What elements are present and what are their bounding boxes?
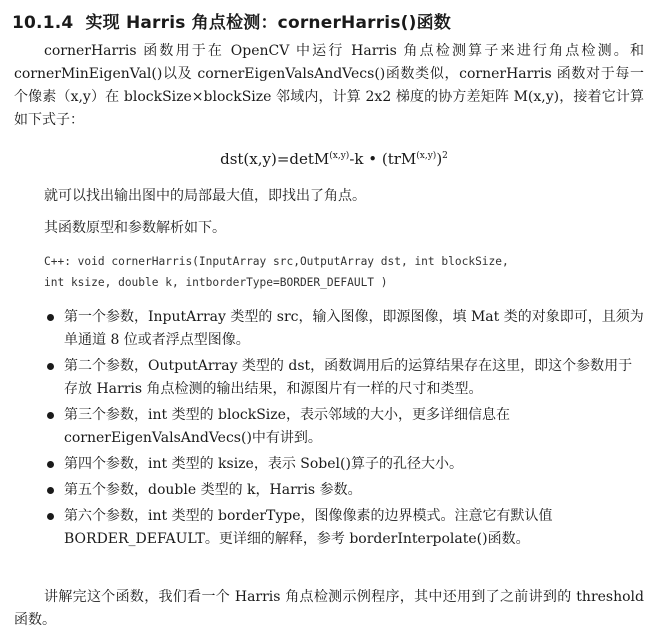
parameter-item <box>44 479 644 502</box>
bullet-icon <box>47 461 54 468</box>
intro-paragraph: cornerHarris 函数用于在 OpenCV 中运行 Harris 角点检测算子来进行角点检测。和 cornerMinEigenVal()以及 cornerEigenValsAndVecs()函数类似，cornerHarris 函数对于每一个像素（x,y）在 blockSize×blockSize 邻域内，计算 2x2 梯度的协方差矩阵 M(x,y)，接着它计算如下式子： <box>14 43 644 128</box>
bullet-icon <box>47 314 54 321</box>
parameter-text: 第五个参数，double 类型的 k，Harris 参数。 <box>64 482 362 498</box>
formula-rhs: ) <box>436 150 443 168</box>
closing-paragraph: 讲解完这个函数，我们看一个 Harris 角点检测示例程序，其中还用到了之前讲到的 threshold 函数。 <box>14 589 644 628</box>
parameter-item <box>44 355 644 401</box>
parameter-item <box>44 505 644 551</box>
harris-formula <box>0 150 668 168</box>
bullet-icon <box>47 363 54 370</box>
parameter-item <box>44 306 644 352</box>
bullet-icon <box>47 412 54 419</box>
parameter-text: 第六个参数，int 类型的 borderType，图像像素的边界模式。注意它有默认值 BORDER_DEFAULT。更详细的解释，参考 borderInterpolate()函数。 <box>64 508 553 547</box>
formula-lhs: dst(x,y)=detM <box>220 150 330 168</box>
after-formula-text: 就可以找出输出图中的局部最大值，即找出了角点。 <box>44 188 366 204</box>
formula-sup-2: (x,y) <box>416 151 437 161</box>
section-title: 实现 Harris 角点检测：cornerHarris()函数 <box>85 13 451 33</box>
prototype-intro: 其函数原型和参数解析如下。 <box>44 220 226 236</box>
parameter-text: 第三个参数，int 类型的 blockSize，表示邻域的大小，更多详细信息在 cornerEigenValsAndVecs()中有讲到。 <box>64 407 510 446</box>
parameter-text: 第二个参数，OutputArray 类型的 dst，函数调用后的运算结果存在这里，即这个参数用于存放 Harris 角点检测的输出结果，和源图片有一样的尺寸和类型。 <box>64 358 633 397</box>
parameter-list <box>44 306 644 554</box>
parameter-text: 第一个参数，InputArray 类型的 src，输入图像，即源图像，填 Mat 类的对象即可，且须为单通道 8 位或者浮点型图像。 <box>64 309 644 348</box>
bullet-icon <box>47 513 54 520</box>
function-prototype-code: C++: void cornerHarris(InputArray src,OutputArray dst, int blockSize, int ksize, double k, intborderType=BORDER_DEFAULT ) <box>44 255 509 289</box>
parameter-item <box>44 453 644 476</box>
section-heading <box>12 8 451 33</box>
formula-mid: -k • (trM <box>349 150 417 168</box>
bullet-icon <box>47 487 54 494</box>
formula-exponent: 2 <box>442 151 448 161</box>
formula-sup-1: (x,y) <box>329 151 350 161</box>
parameter-text: 第四个参数，int 类型的 ksize，表示 Sobel()算子的孔径大小。 <box>64 456 463 472</box>
parameter-item <box>44 404 644 450</box>
section-number: 10.1.4 <box>12 13 74 33</box>
